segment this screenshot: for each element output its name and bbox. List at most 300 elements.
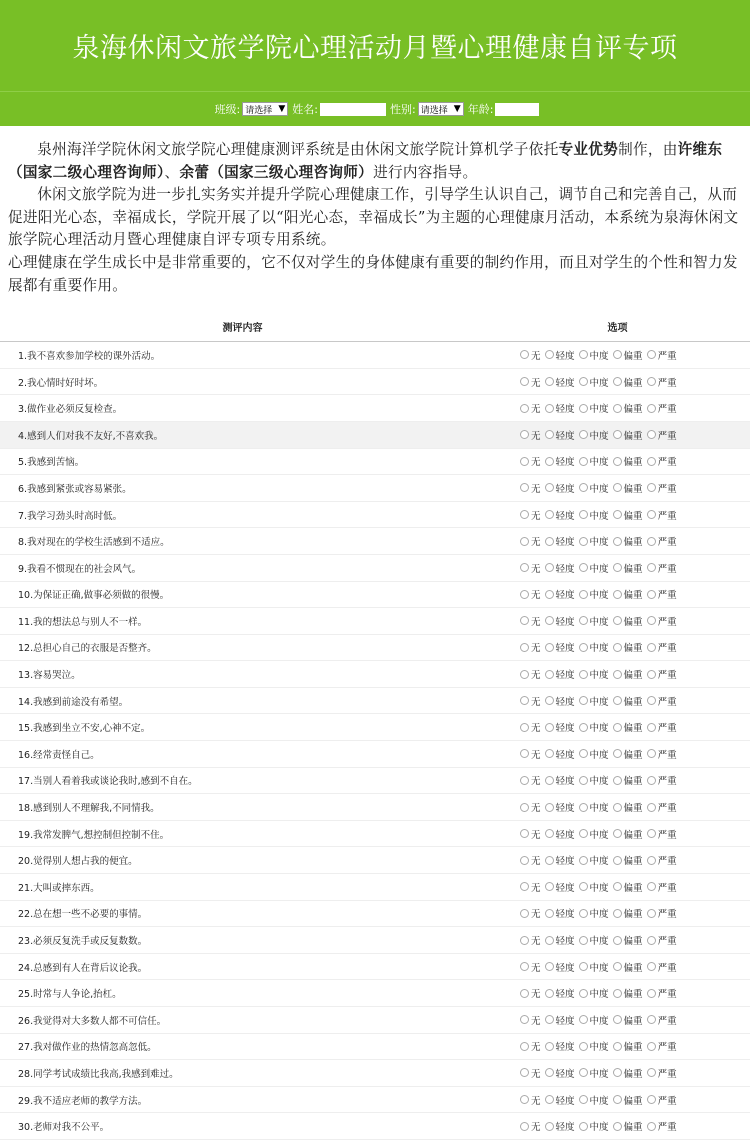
radio-button[interactable] [613,989,622,998]
radio-button[interactable] [647,882,656,891]
radio-button[interactable] [520,430,529,439]
answer-option[interactable] [545,1093,575,1107]
radio-button[interactable] [520,616,529,625]
answer-option[interactable] [613,747,643,761]
answer-option[interactable] [579,508,609,522]
radio-button[interactable] [520,1095,529,1104]
radio-button[interactable] [613,643,622,652]
radio-button[interactable] [579,537,588,546]
radio-button[interactable] [545,829,554,838]
answer-option[interactable] [579,960,609,974]
radio-button[interactable] [520,749,529,758]
radio-button[interactable] [579,882,588,891]
answer-option[interactable] [647,428,677,442]
radio-button[interactable] [545,563,554,572]
answer-option[interactable] [545,348,575,362]
radio-button[interactable] [579,909,588,918]
answer-option[interactable] [545,1119,575,1133]
radio-button[interactable] [613,962,622,971]
radio-button[interactable] [579,404,588,413]
answer-option[interactable] [545,614,575,628]
radio-button[interactable] [647,563,656,572]
radio-button[interactable] [579,1015,588,1024]
answer-option[interactable] [520,773,541,787]
answer-option[interactable] [579,1066,609,1080]
answer-option[interactable] [545,587,575,601]
answer-option[interactable] [647,1119,677,1133]
answer-option[interactable] [647,880,677,894]
answer-option[interactable] [579,481,609,495]
answer-option[interactable] [579,1039,609,1053]
answer-option[interactable] [613,933,643,947]
radio-button[interactable] [647,483,656,492]
answer-option[interactable] [579,906,609,920]
radio-button[interactable] [613,510,622,519]
radio-button[interactable] [647,616,656,625]
radio-button[interactable] [647,776,656,785]
answer-option[interactable] [613,773,643,787]
answer-option[interactable] [520,561,541,575]
radio-button[interactable] [545,483,554,492]
radio-button[interactable] [613,350,622,359]
radio-button[interactable] [520,590,529,599]
answer-option[interactable] [613,694,643,708]
answer-option[interactable] [520,694,541,708]
radio-button[interactable] [579,643,588,652]
answer-option[interactable] [647,933,677,947]
answer-option[interactable] [579,401,609,415]
radio-button[interactable] [520,670,529,679]
radio-button[interactable] [545,882,554,891]
answer-option[interactable] [520,933,541,947]
radio-button[interactable] [545,989,554,998]
radio-button[interactable] [647,936,656,945]
radio-button[interactable] [545,350,554,359]
radio-button[interactable] [520,563,529,572]
answer-option[interactable] [647,1013,677,1027]
radio-button[interactable] [579,776,588,785]
radio-button[interactable] [647,1068,656,1077]
answer-option[interactable] [545,1013,575,1027]
answer-option[interactable] [613,534,643,548]
radio-button[interactable] [579,510,588,519]
answer-option[interactable] [647,906,677,920]
answer-option[interactable] [520,1066,541,1080]
answer-option[interactable] [579,773,609,787]
gender-select[interactable] [418,102,464,116]
answer-option[interactable] [613,1093,643,1107]
answer-option[interactable] [545,534,575,548]
radio-button[interactable] [613,882,622,891]
answer-option[interactable] [647,1066,677,1080]
answer-option[interactable] [545,694,575,708]
answer-option[interactable] [613,1039,643,1053]
answer-option[interactable] [613,880,643,894]
radio-button[interactable] [647,643,656,652]
radio-button[interactable] [579,457,588,466]
radio-button[interactable] [647,723,656,732]
answer-option[interactable] [647,587,677,601]
answer-option[interactable] [613,986,643,1000]
answer-option[interactable] [579,348,609,362]
answer-option[interactable] [520,960,541,974]
answer-option[interactable] [613,906,643,920]
radio-button[interactable] [647,1042,656,1051]
radio-button[interactable] [613,803,622,812]
answer-option[interactable] [520,534,541,548]
answer-option[interactable] [613,481,643,495]
radio-button[interactable] [647,749,656,758]
radio-button[interactable] [579,989,588,998]
answer-option[interactable] [647,348,677,362]
radio-button[interactable] [520,1068,529,1077]
answer-option[interactable] [520,853,541,867]
name-input[interactable] [320,103,386,116]
radio-button[interactable] [545,749,554,758]
radio-button[interactable] [579,696,588,705]
answer-option[interactable] [545,561,575,575]
radio-button[interactable] [545,404,554,413]
radio-button[interactable] [520,803,529,812]
answer-option[interactable] [579,933,609,947]
answer-option[interactable] [647,800,677,814]
radio-button[interactable] [647,909,656,918]
answer-option[interactable] [520,1013,541,1027]
answer-option[interactable] [613,454,643,468]
radio-button[interactable] [613,936,622,945]
radio-button[interactable] [647,1015,656,1024]
radio-button[interactable] [613,749,622,758]
radio-button[interactable] [520,1015,529,1024]
answer-option[interactable] [613,800,643,814]
answer-option[interactable] [545,773,575,787]
radio-button[interactable] [579,1095,588,1104]
answer-option[interactable] [520,587,541,601]
answer-option[interactable] [545,880,575,894]
answer-option[interactable] [579,667,609,681]
radio-button[interactable] [545,430,554,439]
radio-button[interactable] [545,1015,554,1024]
answer-option[interactable] [613,614,643,628]
answer-option[interactable] [613,348,643,362]
class-select[interactable] [242,102,288,116]
radio-button[interactable] [647,696,656,705]
radio-button[interactable] [545,537,554,546]
radio-button[interactable] [613,377,622,386]
radio-button[interactable] [613,723,622,732]
radio-button[interactable] [613,696,622,705]
radio-button[interactable] [647,590,656,599]
radio-button[interactable] [613,404,622,413]
radio-button[interactable] [520,723,529,732]
radio-button[interactable] [579,803,588,812]
radio-button[interactable] [579,483,588,492]
answer-option[interactable] [579,747,609,761]
answer-option[interactable] [613,375,643,389]
answer-option[interactable] [647,614,677,628]
answer-option[interactable] [647,375,677,389]
answer-option[interactable] [647,561,677,575]
radio-button[interactable] [647,1095,656,1104]
radio-button[interactable] [545,776,554,785]
answer-option[interactable] [613,1013,643,1027]
radio-button[interactable] [647,829,656,838]
answer-option[interactable] [647,1039,677,1053]
radio-button[interactable] [545,723,554,732]
radio-button[interactable] [613,856,622,865]
answer-option[interactable] [520,1093,541,1107]
radio-button[interactable] [613,563,622,572]
radio-button[interactable] [579,723,588,732]
radio-button[interactable] [579,350,588,359]
answer-option[interactable] [647,508,677,522]
radio-button[interactable] [520,989,529,998]
radio-button[interactable] [579,856,588,865]
radio-button[interactable] [613,590,622,599]
radio-button[interactable] [520,882,529,891]
answer-option[interactable] [520,986,541,1000]
answer-option[interactable] [579,800,609,814]
answer-option[interactable] [579,587,609,601]
answer-option[interactable] [520,880,541,894]
radio-button[interactable] [545,1068,554,1077]
radio-button[interactable] [613,1068,622,1077]
radio-button[interactable] [520,483,529,492]
answer-option[interactable] [545,906,575,920]
answer-option[interactable] [520,640,541,654]
answer-option[interactable] [613,508,643,522]
answer-option[interactable] [613,1119,643,1133]
answer-option[interactable] [579,853,609,867]
radio-button[interactable] [579,377,588,386]
radio-button[interactable] [647,1122,656,1131]
answer-option[interactable] [520,800,541,814]
radio-button[interactable] [520,1122,529,1131]
radio-button[interactable] [520,962,529,971]
answer-option[interactable] [545,827,575,841]
answer-option[interactable] [520,348,541,362]
answer-option[interactable] [579,880,609,894]
answer-option[interactable] [520,375,541,389]
radio-button[interactable] [545,856,554,865]
answer-option[interactable] [520,1119,541,1133]
radio-button[interactable] [647,404,656,413]
answer-option[interactable] [520,454,541,468]
radio-button[interactable] [520,829,529,838]
answer-option[interactable] [579,986,609,1000]
radio-button[interactable] [545,670,554,679]
radio-button[interactable] [613,1122,622,1131]
radio-button[interactable] [520,404,529,413]
answer-option[interactable] [545,933,575,947]
answer-option[interactable] [579,1119,609,1133]
answer-option[interactable] [613,428,643,442]
answer-option[interactable] [647,454,677,468]
answer-option[interactable] [520,481,541,495]
answer-option[interactable] [579,1013,609,1027]
radio-button[interactable] [647,537,656,546]
answer-option[interactable] [545,667,575,681]
answer-option[interactable] [613,720,643,734]
answer-option[interactable] [579,614,609,628]
radio-button[interactable] [579,1068,588,1077]
answer-option[interactable] [579,375,609,389]
radio-button[interactable] [613,829,622,838]
answer-option[interactable] [545,747,575,761]
answer-option[interactable] [579,454,609,468]
answer-option[interactable] [520,667,541,681]
radio-button[interactable] [613,430,622,439]
answer-option[interactable] [520,827,541,841]
answer-option[interactable] [520,401,541,415]
radio-button[interactable] [579,962,588,971]
answer-option[interactable] [545,986,575,1000]
answer-option[interactable] [520,428,541,442]
radio-button[interactable] [613,670,622,679]
answer-option[interactable] [579,694,609,708]
radio-button[interactable] [520,457,529,466]
radio-button[interactable] [647,856,656,865]
radio-button[interactable] [579,1122,588,1131]
radio-button[interactable] [647,803,656,812]
radio-button[interactable] [579,430,588,439]
answer-option[interactable] [545,1039,575,1053]
answer-option[interactable] [579,534,609,548]
radio-button[interactable] [520,537,529,546]
radio-button[interactable] [520,696,529,705]
radio-button[interactable] [545,1122,554,1131]
answer-option[interactable] [520,1039,541,1053]
radio-button[interactable] [647,510,656,519]
radio-button[interactable] [613,483,622,492]
answer-option[interactable] [647,747,677,761]
radio-button[interactable] [545,962,554,971]
answer-option[interactable] [647,827,677,841]
radio-button[interactable] [613,1015,622,1024]
radio-button[interactable] [545,1095,554,1104]
answer-option[interactable] [613,1066,643,1080]
answer-option[interactable] [520,720,541,734]
answer-option[interactable] [579,827,609,841]
radio-button[interactable] [613,457,622,466]
radio-button[interactable] [613,1042,622,1051]
answer-option[interactable] [647,667,677,681]
radio-button[interactable] [647,350,656,359]
radio-button[interactable] [647,670,656,679]
radio-button[interactable] [545,936,554,945]
answer-option[interactable] [545,853,575,867]
radio-button[interactable] [545,1042,554,1051]
answer-option[interactable] [613,640,643,654]
radio-button[interactable] [545,457,554,466]
answer-option[interactable] [520,906,541,920]
answer-option[interactable] [647,1093,677,1107]
radio-button[interactable] [545,909,554,918]
answer-option[interactable] [613,401,643,415]
radio-button[interactable] [545,510,554,519]
radio-button[interactable] [579,829,588,838]
radio-button[interactable] [613,1095,622,1104]
radio-button[interactable] [613,616,622,625]
radio-button[interactable] [520,856,529,865]
radio-button[interactable] [545,590,554,599]
answer-option[interactable] [613,960,643,974]
answer-option[interactable] [579,720,609,734]
answer-option[interactable] [647,640,677,654]
radio-button[interactable] [520,643,529,652]
answer-option[interactable] [613,827,643,841]
answer-option[interactable] [647,960,677,974]
answer-option[interactable] [545,1066,575,1080]
radio-button[interactable] [647,457,656,466]
answer-option[interactable] [579,1093,609,1107]
radio-button[interactable] [579,749,588,758]
answer-option[interactable] [545,401,575,415]
radio-button[interactable] [613,537,622,546]
radio-button[interactable] [647,377,656,386]
answer-option[interactable] [579,561,609,575]
radio-button[interactable] [545,616,554,625]
age-input[interactable] [495,103,539,116]
radio-button[interactable] [579,1042,588,1051]
radio-button[interactable] [545,643,554,652]
radio-button[interactable] [520,350,529,359]
radio-button[interactable] [647,430,656,439]
answer-option[interactable] [613,667,643,681]
answer-option[interactable] [545,454,575,468]
answer-option[interactable] [613,587,643,601]
answer-option[interactable] [647,694,677,708]
radio-button[interactable] [579,590,588,599]
radio-button[interactable] [520,936,529,945]
radio-button[interactable] [613,909,622,918]
answer-option[interactable] [613,561,643,575]
answer-option[interactable] [647,401,677,415]
answer-option[interactable] [647,481,677,495]
radio-button[interactable] [613,776,622,785]
radio-button[interactable] [579,936,588,945]
answer-option[interactable] [647,853,677,867]
answer-option[interactable] [545,720,575,734]
answer-option[interactable] [545,428,575,442]
radio-button[interactable] [520,909,529,918]
answer-option[interactable] [520,508,541,522]
radio-button[interactable] [520,377,529,386]
radio-button[interactable] [579,670,588,679]
answer-option[interactable] [647,720,677,734]
answer-option[interactable] [545,508,575,522]
radio-button[interactable] [545,696,554,705]
radio-button[interactable] [647,989,656,998]
answer-option[interactable] [579,428,609,442]
radio-button[interactable] [579,563,588,572]
answer-option[interactable] [647,534,677,548]
radio-button[interactable] [520,1042,529,1051]
answer-option[interactable] [647,773,677,787]
answer-option[interactable] [545,800,575,814]
radio-button[interactable] [545,803,554,812]
answer-option[interactable] [520,747,541,761]
radio-button[interactable] [579,616,588,625]
answer-option[interactable] [545,640,575,654]
radio-button[interactable] [545,377,554,386]
answer-option[interactable] [545,960,575,974]
radio-button[interactable] [520,510,529,519]
answer-option[interactable] [520,614,541,628]
radio-button[interactable] [647,962,656,971]
answer-option[interactable] [613,853,643,867]
radio-button[interactable] [520,776,529,785]
